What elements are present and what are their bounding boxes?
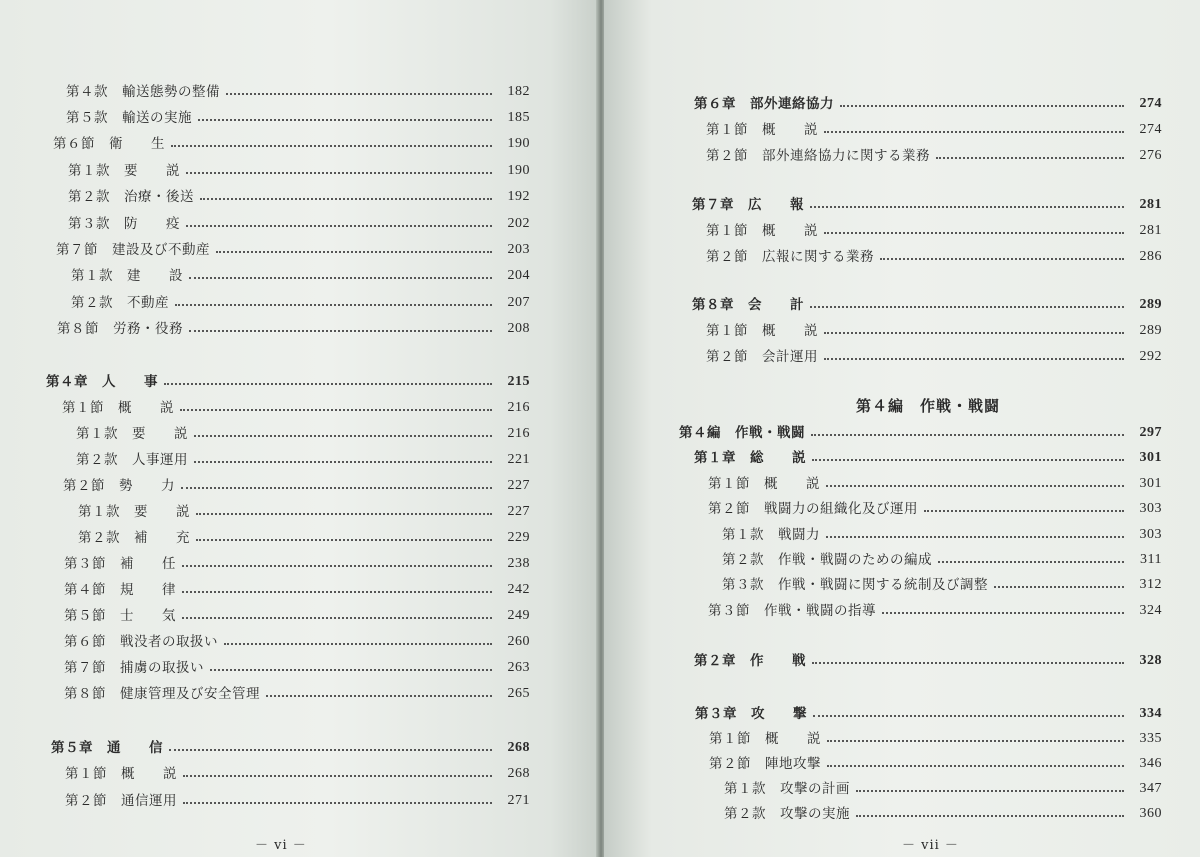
toc-chapter: 第８章 会 計 289: [692, 297, 1162, 313]
toc-entry: 第１款 要 説 190: [68, 163, 530, 179]
toc-entry: 第１節 概 説 268: [65, 766, 530, 782]
toc-entry: 第７節 捕虜の取扱い 263: [64, 660, 530, 676]
right-page: [604, 0, 1200, 857]
toc-entry: 第７節 建設及び不動産 203: [56, 242, 530, 258]
toc-entry: 第１款 要 説 216: [76, 426, 530, 442]
toc-entry: 第１款 建 設 204: [71, 268, 530, 284]
toc-entry: 第１節 概 説 281: [706, 223, 1162, 239]
toc-entry: 第６節 戦没者の取扱い 260: [64, 634, 530, 650]
toc-chapter: 第２章 作 戦 328: [694, 653, 1162, 669]
toc-entry: 第４節 規 律 242: [64, 582, 530, 598]
toc-entry: 第２款 人事運用 221: [76, 452, 530, 468]
toc-entry: 第８節 労務・役務 208: [57, 321, 530, 337]
toc-entry: 第２節 広報に関する業務 286: [706, 249, 1162, 265]
toc-entry: 第３節 作戦・戦闘の指導 324: [708, 603, 1162, 619]
page-number: － vii －: [902, 838, 959, 853]
toc-entry: 第２節 部外連絡協力に関する業務 276: [706, 148, 1162, 164]
toc-entry: 第１款 攻撃の計画 347: [724, 781, 1162, 797]
toc-entry: 第２款 作戦・戦闘のための編成 311: [722, 552, 1162, 568]
toc-entry: 第４款 輸送態勢の整備 182: [66, 84, 530, 100]
toc-chapter: 第６章 部外連絡協力 274: [694, 96, 1162, 112]
toc-entry: 第２節 勢 力 227: [63, 478, 530, 494]
toc-entry: 第２款 攻撃の実施 360: [724, 806, 1162, 822]
toc-entry: 第５款 輸送の実施 185: [66, 110, 530, 126]
toc-entry: 第２節 会計運用 292: [706, 349, 1162, 365]
part-heading: 第４編 作戦・戦闘: [856, 397, 1001, 415]
toc-entry: 第３款 作戦・戦闘に関する統制及び調整 312: [722, 577, 1162, 593]
toc-entry: 第５節 士 気 249: [64, 608, 530, 624]
toc-entry: 第１款 戦闘力 303: [722, 527, 1162, 543]
toc-entry: 第２節 通信運用 271: [65, 793, 530, 809]
page-number: － vi －: [255, 838, 307, 853]
left-page: [0, 0, 598, 857]
toc-entry: 第１款 要 説 227: [78, 504, 530, 520]
toc-entry: 第２款 治療・後送 192: [68, 189, 530, 205]
toc-entry: 第１節 概 説 335: [709, 731, 1162, 747]
toc-chapter: 第４章 人 事 215: [46, 374, 530, 390]
toc-part: 第４編 作戦・戦闘 297: [679, 425, 1162, 441]
toc-entry: 第２節 戦闘力の組織化及び運用 303: [708, 501, 1162, 517]
toc-entry: 第１節 概 説 289: [706, 323, 1162, 339]
toc-entry: 第１節 概 説 301: [708, 476, 1162, 492]
toc-entry: 第２節 陣地攻撃 346: [709, 756, 1162, 772]
toc-entry: 第２款 補 充 229: [78, 530, 530, 546]
toc-entry: 第３節 補 任 238: [64, 556, 530, 572]
toc-entry: 第６節 衛 生 190: [53, 136, 530, 152]
toc-entry: 第８節 健康管理及び安全管理 265: [64, 686, 530, 702]
toc-entry: 第１節 概 説 274: [706, 122, 1162, 138]
toc-entry: 第２款 不動産 207: [71, 295, 530, 311]
toc-chapter: 第７章 広 報 281: [692, 197, 1162, 213]
toc-entry: 第１節 概 説 216: [62, 400, 530, 416]
toc-chapter: 第１章 総 説 301: [694, 450, 1162, 466]
toc-entry: 第３款 防 疫 202: [68, 216, 530, 232]
toc-chapter: 第３章 攻 撃 334: [695, 706, 1162, 722]
toc-chapter: 第５章 通 信 268: [51, 740, 530, 756]
